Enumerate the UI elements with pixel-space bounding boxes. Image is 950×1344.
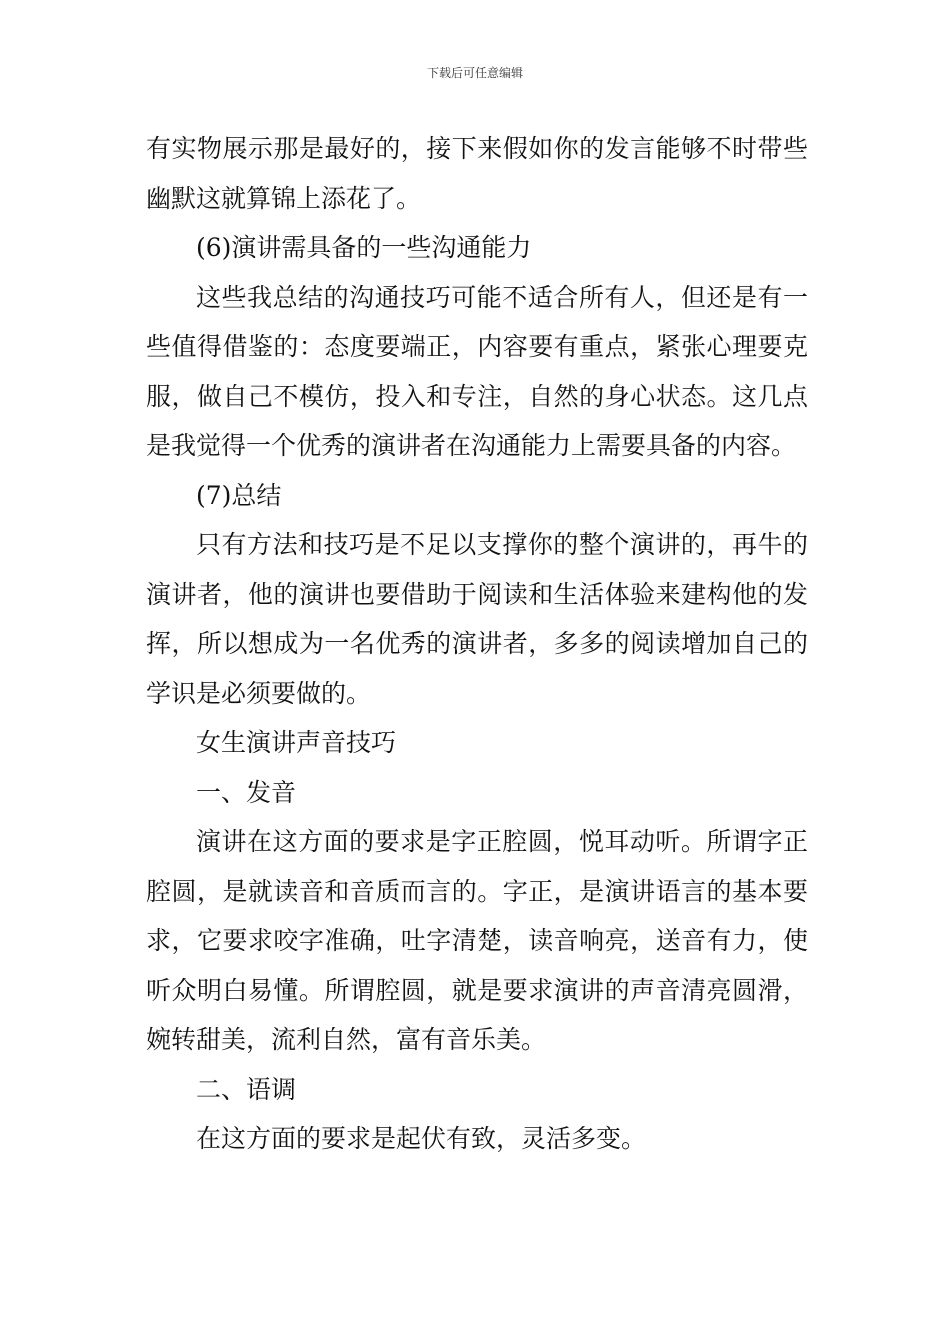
paragraph-6-heading: 女生演讲声音技巧 — [196, 728, 397, 757]
page-header: 下载后可任意编辑 — [426, 66, 523, 80]
paragraph-9-heading: 二、语调 — [196, 1074, 297, 1104]
paragraph-7-heading: 一、发音 — [196, 777, 297, 807]
paragraph-3: 这些我总结的沟通技巧可能不适合所有人，但还是有一些值得借鉴的：态度要端正，内容要有重点，紧张心理要克服，做自己不模仿，投入和专注，自然的身心状态。这几点是我觉得一个优秀的演讲者在沟通能力上需要具备的内容。 — [146, 282, 808, 460]
document-body — [146, 124, 808, 1164]
paragraph-4-heading: (7)总结 — [196, 480, 282, 510]
paragraph-5: 只有方法和技巧是不足以支撑你的整个演讲的，再牛的演讲者，他的演讲也要借助于阅读和生活体验来建构他的发挥，所以想成为一名优秀的演讲者，多多的阅读增加自己的学识是必须要做的。 — [146, 530, 808, 708]
paragraph-2-heading: (6)演讲需具备的一些沟通能力 — [196, 233, 532, 262]
paragraph-8: 演讲在这方面的要求是字正腔圆，悦耳动听。所谓字正腔圆，是就读音和音质而言的。字正，是演讲语言的基本要求，它要求咬字准确，吐字清楚，读音响亮，送音有力，使听众明白易懂。所谓腔圆，就是要求演讲的声音清亮圆滑，婉转甜美，流利自然，富有音乐美。 — [146, 827, 808, 1054]
paragraph-10: 在这方面的要求是起伏有致，灵活多变。 — [196, 1124, 647, 1153]
paragraph-1: 有实物展示那是最好的，接下来假如你的发言能够不时带些幽默这就算锦上添花了。 — [146, 134, 808, 213]
